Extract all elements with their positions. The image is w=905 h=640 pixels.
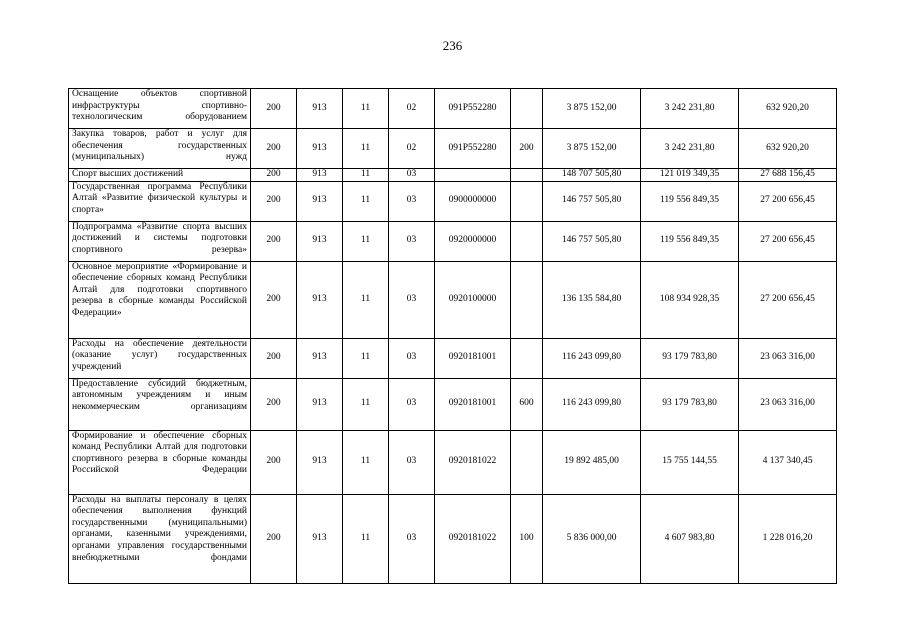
row-code6 [511, 169, 543, 182]
row-name: Закупка товаров, работ и услуг для обеспечения государственных (муниципальных) нужд [69, 129, 251, 169]
row-code5: 0920100000 [435, 261, 511, 338]
row-code1: 200 [251, 430, 297, 494]
row-v2: 3 242 231,80 [641, 129, 739, 169]
row-v2: 15 755 144,55 [641, 430, 739, 494]
row-code6 [511, 181, 543, 221]
row-v1: 3 875 152,00 [543, 129, 641, 169]
row-code2: 913 [297, 89, 343, 129]
row-code3: 11 [343, 378, 389, 430]
row-code3: 11 [343, 494, 389, 583]
row-code4: 03 [389, 169, 435, 182]
row-v1: 19 892 485,00 [543, 430, 641, 494]
row-v2: 119 556 849,35 [641, 181, 739, 221]
row-v1: 116 243 099,80 [543, 378, 641, 430]
row-code1: 200 [251, 89, 297, 129]
row-code6: 200 [511, 129, 543, 169]
row-code4: 03 [389, 378, 435, 430]
row-code2: 913 [297, 221, 343, 261]
row-code2: 913 [297, 378, 343, 430]
row-code3: 11 [343, 430, 389, 494]
table-row [69, 169, 837, 182]
row-code5: 0920181001 [435, 378, 511, 430]
row-code4: 03 [389, 494, 435, 583]
row-code1: 200 [251, 181, 297, 221]
row-v3: 27 200 656,45 [739, 181, 837, 221]
row-name: Оснащение объектов спортивной инфраструктуры спортивно-технологическим оборудованием [69, 89, 251, 129]
budget-table [68, 88, 837, 584]
row-code5: 0920181001 [435, 338, 511, 378]
row-code4: 03 [389, 430, 435, 494]
row-v2: 121 019 349,35 [641, 169, 739, 182]
row-name: Расходы на обеспечение деятельности (оказание услуг) государственных учреждений [69, 338, 251, 378]
row-name: Спорт высших достижений [69, 169, 251, 182]
row-code6 [511, 221, 543, 261]
row-name: Государственная программа Республики Алтай «Развитие физической культуры и спорта» [69, 181, 251, 221]
row-code1: 200 [251, 378, 297, 430]
row-code3: 11 [343, 129, 389, 169]
row-v2: 3 242 231,80 [641, 89, 739, 129]
row-code2: 913 [297, 169, 343, 182]
row-code4: 03 [389, 181, 435, 221]
row-code5: 0920181022 [435, 494, 511, 583]
row-v1: 136 135 584,80 [543, 261, 641, 338]
row-code5 [435, 169, 511, 182]
row-v3: 27 688 156,45 [739, 169, 837, 182]
row-v1: 148 707 505,80 [543, 169, 641, 182]
row-code4: 03 [389, 261, 435, 338]
row-code3: 11 [343, 181, 389, 221]
row-code3: 11 [343, 89, 389, 129]
table-row [69, 221, 837, 261]
row-code6: 100 [511, 494, 543, 583]
row-code1: 200 [251, 494, 297, 583]
row-code2: 913 [297, 129, 343, 169]
row-v1: 5 836 000,00 [543, 494, 641, 583]
row-name: Подпрограмма «Развитие спорта высших достижений и системы подготовки спортивного резерва» [69, 221, 251, 261]
row-code2: 913 [297, 261, 343, 338]
row-v3: 632 920,20 [739, 89, 837, 129]
row-code4: 02 [389, 129, 435, 169]
row-v3: 27 200 656,45 [739, 221, 837, 261]
row-code3: 11 [343, 338, 389, 378]
row-code6 [511, 430, 543, 494]
row-v2: 4 607 983,80 [641, 494, 739, 583]
row-v2: 119 556 849,35 [641, 221, 739, 261]
row-v3: 4 137 340,45 [739, 430, 837, 494]
table-row [69, 338, 837, 378]
row-code5: 0900000000 [435, 181, 511, 221]
row-code3: 11 [343, 261, 389, 338]
row-v3: 632 920,20 [739, 129, 837, 169]
row-v2: 93 179 783,80 [641, 378, 739, 430]
row-code1: 200 [251, 169, 297, 182]
table-row [69, 129, 837, 169]
row-v3: 23 063 316,00 [739, 338, 837, 378]
table-row [69, 494, 837, 583]
row-code2: 913 [297, 338, 343, 378]
row-code5: 091P552280 [435, 129, 511, 169]
row-code1: 200 [251, 261, 297, 338]
row-code5: 0920000000 [435, 221, 511, 261]
row-code4: 03 [389, 338, 435, 378]
row-code4: 02 [389, 89, 435, 129]
row-v1: 3 875 152,00 [543, 89, 641, 129]
row-v1: 146 757 505,80 [543, 221, 641, 261]
row-v1: 116 243 099,80 [543, 338, 641, 378]
row-v3: 1 228 016,20 [739, 494, 837, 583]
row-code1: 200 [251, 221, 297, 261]
row-v2: 93 179 783,80 [641, 338, 739, 378]
table-row [69, 181, 837, 221]
row-code2: 913 [297, 494, 343, 583]
budget-table-body [69, 89, 837, 584]
page-number: 236 [442, 38, 463, 53]
row-code6 [511, 338, 543, 378]
row-v3: 27 200 656,45 [739, 261, 837, 338]
table-row [69, 378, 837, 430]
row-code6 [511, 89, 543, 129]
row-code2: 913 [297, 430, 343, 494]
row-code4: 03 [389, 221, 435, 261]
row-code5: 0920181022 [435, 430, 511, 494]
row-code6 [511, 261, 543, 338]
row-code3: 11 [343, 221, 389, 261]
row-name: Формирование и обеспечение сборных команд Республики Алтай для подготовки спортивного резерва в сборные команды Российской Федерации [69, 430, 251, 494]
row-code5: 091P552280 [435, 89, 511, 129]
row-v1: 146 757 505,80 [543, 181, 641, 221]
row-code6: 600 [511, 378, 543, 430]
row-code1: 200 [251, 129, 297, 169]
row-name: Расходы на выплаты персоналу в целях обеспечения выполнения функций государственными (муниципальными) органами, казенными учреждениями, органами управления государственными внебюджетными фондами [69, 494, 251, 583]
row-code1: 200 [251, 338, 297, 378]
table-row [69, 430, 837, 494]
table-row [69, 89, 837, 129]
row-name: Предоставление субсидий бюджетным, автономным учреждениям и иным некоммерческим организациям [69, 378, 251, 430]
table-row [69, 261, 837, 338]
row-v2: 108 934 928,35 [641, 261, 739, 338]
row-name: Основное мероприятие «Формирование и обеспечение сборных команд Республики Алтай для подготовки спортивного резерва в сборные команды Российской Федерации» [69, 261, 251, 338]
row-code3: 11 [343, 169, 389, 182]
row-v3: 23 063 316,00 [739, 378, 837, 430]
row-code2: 913 [297, 181, 343, 221]
